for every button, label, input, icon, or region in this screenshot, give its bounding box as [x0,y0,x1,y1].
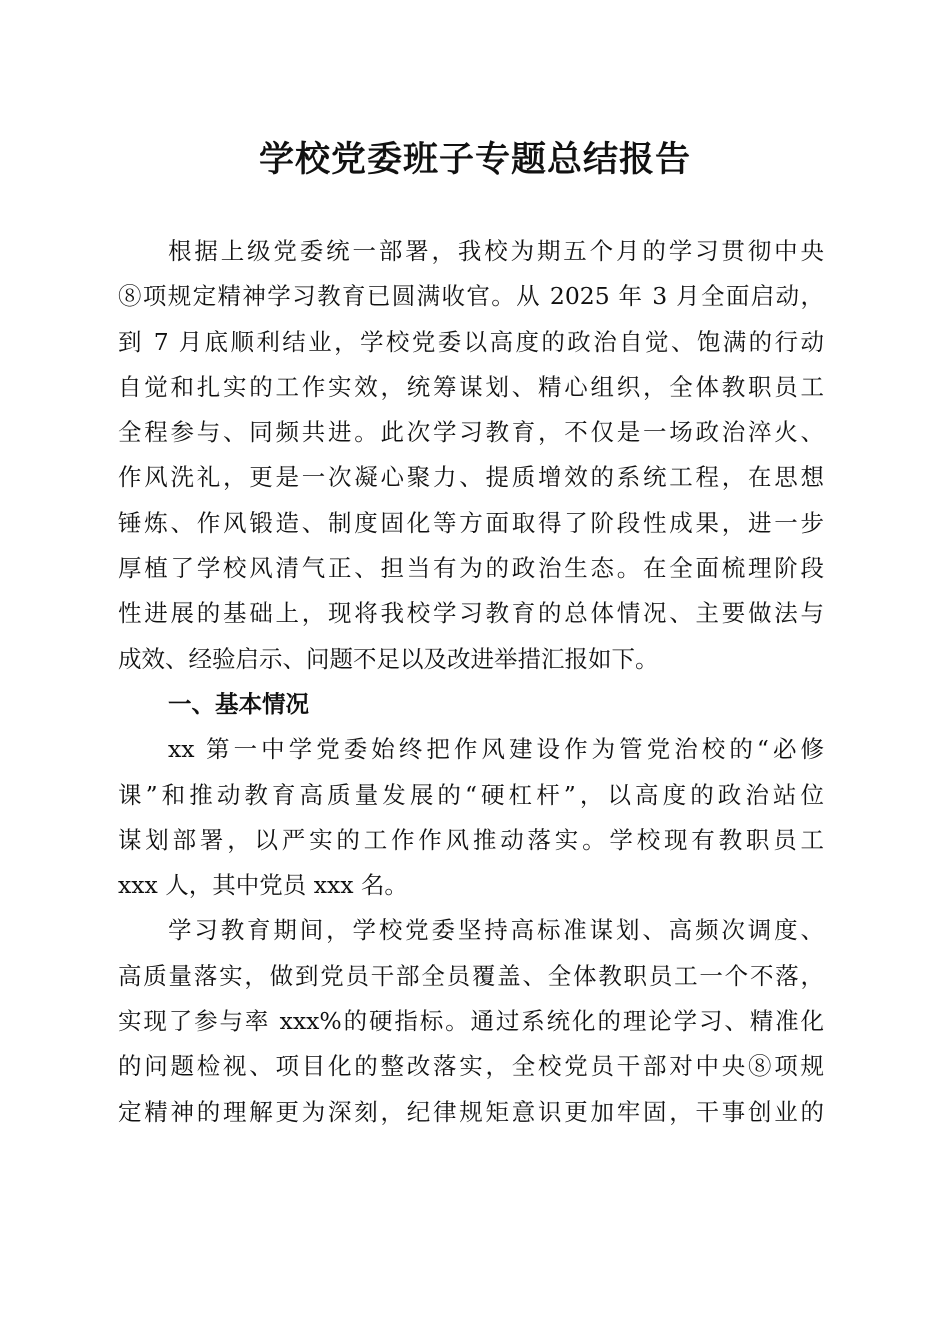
paragraph-line: 高质量落实，做到党员干部全员覆盖、全体教职员工一个不落， [118,961,824,990]
section-heading: 一、基本情况 [168,689,309,718]
paragraph-line: 自觉和扎实的工作实效，统筹谋划、精心组织，全体教职员工 [118,372,824,401]
paragraph-line: 谋划部署，以严实的工作作风推动落实。学校现有教职员工 [118,825,824,854]
paragraph-line: 学习教育期间，学校党委坚持高标准谋划、高频次调度、 [168,916,824,945]
paragraph-line: xxx 人，其中党员 xxx 名。 [118,871,408,900]
document-title: 学校党委班子专题总结报告 [258,139,691,180]
paragraph-line: 实现了参与率 xxx%的硬指标。通过系统化的理论学习、精准化 [118,1007,824,1036]
paragraph-line: xx 第一中学党委始终把作风建设作为管党治校的“必修 [168,735,824,764]
paragraph-line: 全程参与、同频共进。此次学习教育，不仅是一场政治淬火、 [118,418,824,447]
paragraph-line: 课”和推动教育高质量发展的“硬杠杆”，以高度的政治站位 [118,780,824,809]
paragraph-line: 厚植了学校风清气正、担当有为的政治生态。在全面梳理阶段 [118,554,824,583]
paragraph-line: 定精神的理解更为深刻，纪律规矩意识更加牢固，干事创业的 [118,1097,824,1126]
paragraph-line: 作风洗礼，更是一次凝心聚力、提质增效的系统工程，在思想 [118,463,824,492]
document-body [118,229,824,1135]
paragraph-line: 锤炼、作风锻造、制度固化等方面取得了阶段性成果，进一步 [118,508,824,537]
paragraph-line: 根据上级党委统一部署，我校为期五个月的学习贯彻中央 [168,237,824,265]
paragraph-line: ⑧项规定精神学习教育已圆满收官。从 2025 年 3 月全面启动， [118,282,824,311]
paragraph-line: 成效、经验启示、问题不足以及改进举措汇报如下。 [118,644,659,673]
paragraph-line: 性进展的基础上，现将我校学习教育的总体情况、主要做法与 [118,599,824,628]
paragraph-line: 的问题检视、项目化的整改落实，全校党员干部对中央⑧项规 [118,1052,824,1081]
paragraph-line: 到 7 月底顺利结业，学校党委以高度的政治自觉、饱满的行动 [118,327,824,356]
